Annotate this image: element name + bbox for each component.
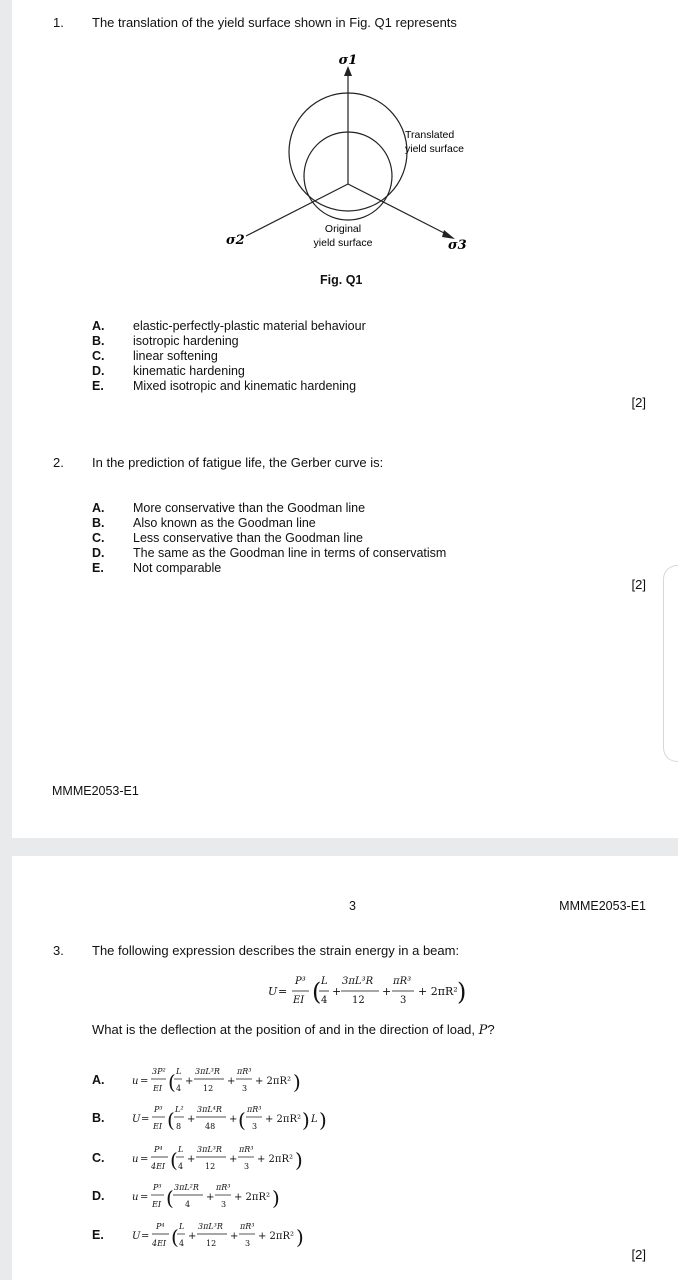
option-text: isotropic hardening — [133, 334, 239, 348]
option-a-letter[interactable]: A. — [92, 1073, 105, 1087]
svg-text:4EI: 4EI — [151, 1162, 166, 1171]
svg-text:u: u — [132, 1076, 139, 1087]
svg-text:12: 12 — [205, 1162, 216, 1171]
option-b-equation[interactable] — [130, 1100, 360, 1136]
yield-surface-figure — [212, 46, 492, 266]
svg-text:+ 2πR²: + 2πR² — [257, 1154, 294, 1165]
side-panel-tab[interactable] — [663, 565, 678, 762]
svg-text:3πL³R: 3πL³R — [195, 1067, 220, 1076]
svg-text:12: 12 — [352, 995, 365, 1006]
option-e-letter[interactable]: E. — [92, 1228, 104, 1242]
sigma3-label: σ3 — [448, 238, 467, 253]
option-text: kinematic hardening — [133, 364, 245, 378]
svg-text:πR³: πR³ — [237, 1067, 252, 1076]
svg-text:u: u — [132, 1192, 139, 1203]
svg-text:4: 4 — [179, 1239, 185, 1248]
svg-text:3: 3 — [244, 1162, 250, 1171]
option-row[interactable] — [92, 364, 366, 379]
svg-text:P³: P³ — [153, 1183, 162, 1192]
svg-text:+: + — [229, 1114, 238, 1125]
svg-text:U: U — [132, 1231, 141, 1242]
svg-text:): ) — [457, 978, 467, 1006]
svg-text:(: ( — [238, 1108, 246, 1132]
svg-text:+ 2πR²: + 2πR² — [255, 1076, 292, 1087]
svg-text:4: 4 — [321, 995, 328, 1006]
svg-text:+ 2πR²: + 2πR² — [234, 1192, 271, 1203]
svg-text:3πL²R: 3πL²R — [174, 1183, 199, 1192]
option-text: Mixed isotropic and kinematic hardening — [133, 379, 357, 393]
option-letter: D. — [92, 364, 105, 378]
svg-text:+: + — [332, 985, 342, 998]
svg-text:(: ( — [312, 978, 322, 1006]
original-label-line2: yield surface — [313, 237, 373, 249]
option-row[interactable] — [92, 334, 366, 349]
svg-text:EI: EI — [153, 1084, 162, 1093]
load-variable: P — [478, 1023, 488, 1038]
svg-text:4: 4 — [185, 1200, 191, 1209]
option-row[interactable] — [92, 531, 446, 546]
svg-text:): ) — [272, 1186, 280, 1210]
svg-text:+: + — [187, 1154, 196, 1165]
option-b-letter[interactable]: B. — [92, 1111, 105, 1125]
svg-text:u: u — [132, 1154, 139, 1165]
svg-text:3πL³R: 3πL³R — [342, 976, 374, 987]
svg-text:(: ( — [166, 1186, 174, 1210]
svg-text:πR³: πR³ — [393, 976, 412, 987]
option-letter: E. — [92, 379, 104, 393]
option-text: linear softening — [133, 349, 218, 363]
sigma2-label: σ2 — [226, 233, 245, 248]
option-text: The same as the Goodman line in terms of conservatism — [133, 546, 447, 560]
svg-text:πR³: πR³ — [247, 1105, 262, 1114]
option-row[interactable] — [92, 546, 446, 561]
question-2-text: In the prediction of fatigue life, the Gerber curve is: — [92, 455, 384, 470]
page-header-code: MMME2053-E1 — [559, 899, 646, 913]
svg-text:): ) — [295, 1148, 303, 1172]
svg-text:4: 4 — [178, 1162, 184, 1171]
question-1-options — [92, 319, 366, 394]
option-text: More conservative than the Goodman line — [133, 501, 366, 515]
svg-text:+: + — [227, 1076, 236, 1087]
option-text: Less conservative than the Goodman line — [133, 531, 363, 545]
option-c-equation[interactable] — [130, 1140, 330, 1176]
sigma1-label: σ1 — [338, 53, 358, 68]
question-3-number: 3. — [53, 943, 64, 958]
svg-text:L: L — [179, 1222, 185, 1231]
svg-text:12: 12 — [206, 1239, 217, 1248]
svg-text:L: L — [321, 976, 328, 987]
option-text: Also known as the Goodman line — [133, 516, 316, 530]
svg-text:U: U — [268, 985, 278, 998]
svg-text:=: = — [141, 1114, 150, 1125]
option-row[interactable] — [92, 319, 366, 334]
option-row[interactable] — [92, 379, 366, 394]
option-letter: A. — [92, 501, 105, 515]
exam-page-2 — [12, 856, 678, 1280]
svg-text:U: U — [132, 1114, 141, 1125]
option-row[interactable] — [92, 501, 446, 516]
question-2-marks: [2] — [631, 577, 646, 592]
svg-text:L: L — [311, 1114, 318, 1125]
question-3-marks: [2] — [631, 1247, 646, 1262]
svg-text:(: ( — [168, 1070, 176, 1094]
option-row[interactable] — [92, 349, 366, 364]
svg-text:πR³: πR³ — [240, 1222, 255, 1231]
svg-text:P³: P³ — [295, 976, 306, 987]
svg-text:=: = — [140, 1076, 149, 1087]
option-row[interactable] — [92, 561, 446, 576]
svg-text:+: + — [187, 1114, 196, 1125]
svg-text:=: = — [140, 1192, 149, 1203]
option-letter: A. — [92, 319, 105, 333]
question-2-options — [92, 501, 446, 576]
svg-text:+ 2πR²: + 2πR² — [418, 985, 458, 998]
svg-text:3πL³R: 3πL³R — [198, 1222, 223, 1231]
option-text: Not comparable — [133, 561, 222, 575]
svg-text:=: = — [278, 985, 288, 998]
svg-text:+: + — [229, 1154, 238, 1165]
svg-text:): ) — [293, 1070, 301, 1094]
option-letter: B. — [92, 516, 105, 530]
figure-caption: Fig. Q1 — [320, 273, 363, 287]
page-footer-code: MMME2053-E1 — [52, 784, 139, 798]
option-letter: D. — [92, 546, 105, 560]
svg-text:EI: EI — [152, 1200, 161, 1209]
svg-text:=: = — [141, 1231, 150, 1242]
question-1-marks: [2] — [631, 395, 646, 410]
svg-text:EI: EI — [293, 995, 305, 1006]
strain-energy-equation — [262, 968, 472, 1012]
svg-text:(: ( — [170, 1148, 178, 1172]
svg-text:P⁴: P⁴ — [154, 1145, 163, 1154]
svg-text:+: + — [188, 1231, 197, 1242]
svg-text:3: 3 — [242, 1084, 248, 1093]
translated-label-line2: yield surface — [405, 143, 464, 155]
svg-text:3: 3 — [245, 1239, 251, 1248]
svg-text:πR³: πR³ — [239, 1145, 254, 1154]
svg-text:P⁴: P⁴ — [156, 1222, 165, 1231]
svg-text:L: L — [178, 1145, 184, 1154]
page-number: 3 — [349, 899, 356, 913]
option-text: elastic-perfectly-plastic material behaviour — [133, 319, 366, 333]
question-3-question-text: What is the deflection at the position of and in the direction of load, — [92, 1022, 476, 1037]
option-d-letter[interactable]: D. — [92, 1189, 105, 1203]
svg-text:(: ( — [167, 1108, 175, 1132]
svg-text:12: 12 — [203, 1084, 214, 1093]
question-1-text: The translation of the yield surface shown in Fig. Q1 represents — [92, 15, 457, 30]
svg-text:): ) — [296, 1225, 304, 1249]
exam-page-1 — [12, 0, 678, 838]
svg-text:(: ( — [171, 1225, 179, 1249]
svg-text:EI: EI — [153, 1122, 162, 1131]
question-1-number: 1. — [53, 15, 64, 30]
original-label-line1: Original — [324, 223, 362, 235]
svg-text:+: + — [230, 1231, 239, 1242]
svg-text:+ 2πR²: + 2πR² — [265, 1114, 302, 1125]
question-3-question — [92, 1022, 495, 1038]
svg-text:=: = — [140, 1154, 149, 1165]
svg-text:4: 4 — [176, 1084, 182, 1093]
option-letter: E. — [92, 561, 104, 575]
svg-text:3: 3 — [400, 995, 407, 1006]
option-row[interactable] — [92, 516, 446, 531]
svg-text:): ) — [302, 1108, 310, 1132]
option-letter: B. — [92, 334, 105, 348]
svg-text:+: + — [206, 1192, 215, 1203]
svg-text:3: 3 — [252, 1122, 258, 1131]
question-mark: ? — [487, 1022, 495, 1037]
option-d-equation[interactable] — [130, 1178, 330, 1214]
svg-text:48: 48 — [205, 1122, 216, 1131]
svg-text:πR³: πR³ — [216, 1183, 231, 1192]
question-2-number: 2. — [53, 455, 64, 470]
option-a-equation[interactable] — [130, 1062, 330, 1098]
option-letter: C. — [92, 349, 105, 363]
option-e-equation[interactable] — [130, 1217, 330, 1253]
svg-text:+ 2πR²: + 2πR² — [258, 1231, 295, 1242]
svg-text:8: 8 — [176, 1122, 182, 1131]
svg-text:4EI: 4EI — [152, 1239, 167, 1248]
translated-label-line1: Translated — [405, 129, 455, 141]
svg-text:): ) — [319, 1108, 327, 1132]
svg-text:L: L — [176, 1067, 182, 1076]
svg-text:3πL³R: 3πL³R — [197, 1145, 222, 1154]
svg-text:3: 3 — [221, 1200, 227, 1209]
question-3-text: The following expression describes the strain energy in a beam: — [92, 943, 460, 958]
svg-text:+: + — [185, 1076, 194, 1087]
option-c-letter[interactable]: C. — [92, 1151, 105, 1165]
sigma3-axis — [348, 184, 450, 236]
svg-text:3P²: 3P² — [152, 1067, 166, 1076]
svg-text:P³: P³ — [154, 1105, 163, 1114]
svg-text:3πL⁴R: 3πL⁴R — [197, 1105, 222, 1114]
option-letter: C. — [92, 531, 105, 545]
svg-text:+: + — [382, 985, 392, 998]
svg-text:L²: L² — [175, 1105, 184, 1114]
